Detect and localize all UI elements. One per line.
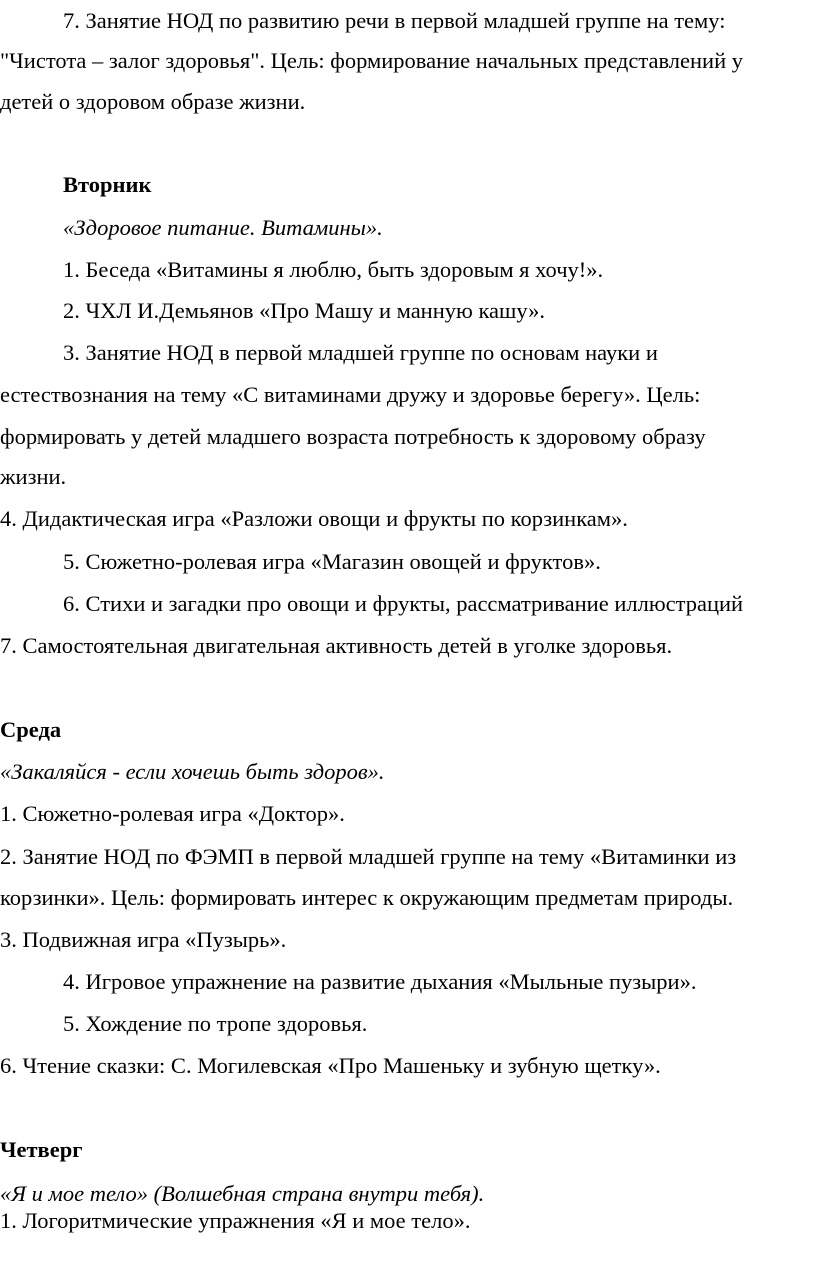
list-item: 2. ЧХЛ И.Демьянов «Про Машу и манную кашу». [63,298,546,323]
list-item: 6. Стихи и загадки про овощи и фрукты, рассматривание иллюстраций [63,591,744,616]
section-heading-thursday: Четверг [0,1137,83,1162]
section-heading-wednesday: Среда [0,717,62,742]
section-heading-tuesday: Вторник [63,172,152,197]
paragraph-line: детей о здоровом образе жизни. [0,89,306,114]
list-item: 6. Чтение сказки: С. Могилевская «Про Машеньку и зубную щетку». [0,1053,661,1078]
list-item: 2. Занятие НОД по ФЭМП в первой младшей группе на тему «Витаминки из [0,844,737,869]
list-item: 1. Беседа «Витамины я люблю, быть здоровым я хочу!». [63,257,604,282]
section-theme: «Здоровое питание. Витамины». [63,215,383,240]
list-item: 3. Подвижная игра «Пузырь». [0,927,287,952]
list-item-continuation: формировать у детей младшего возраста потребность к здоровому образу [0,424,706,449]
list-item-continuation: естествознания на тему «С витаминами дружу и здоровье берегу». Цель: [0,382,701,407]
list-item-continuation: корзинки». Цель: формировать интерес к окружающим предметам природы. [0,885,734,910]
list-item: 1. Сюжетно-ролевая игра «Доктор». [0,801,345,826]
list-item-continuation: жизни. [0,464,67,489]
section-theme: «Закаляйся - если хочешь быть здоров». [0,759,385,784]
paragraph-line: 7. Занятие НОД по развитию речи в первой младшей группе на тему: [63,8,726,33]
section-theme: «Я и мое тело» (Волшебная страна внутри тебя). [0,1181,485,1206]
list-item: 5. Сюжетно-ролевая игра «Магазин овощей и фруктов». [63,549,601,574]
paragraph-line: "Чистота – залог здоровья". Цель: формирование начальных представлений у [0,48,743,73]
list-item: 7. Самостоятельная двигательная активность детей в уголке здоровья. [0,633,673,658]
list-item: 3. Занятие НОД в первой младшей группе по основам науки и [63,340,658,365]
list-item: 5. Хождение по тропе здоровья. [63,1011,368,1036]
list-item: 4. Дидактическая игра «Разложи овощи и фрукты по корзинкам». [0,506,628,531]
list-item: 1. Логоритмические упражнения «Я и мое тело». [0,1208,471,1233]
list-item: 4. Игровое упражнение на развитие дыхания «Мыльные пузыри». [63,969,697,994]
